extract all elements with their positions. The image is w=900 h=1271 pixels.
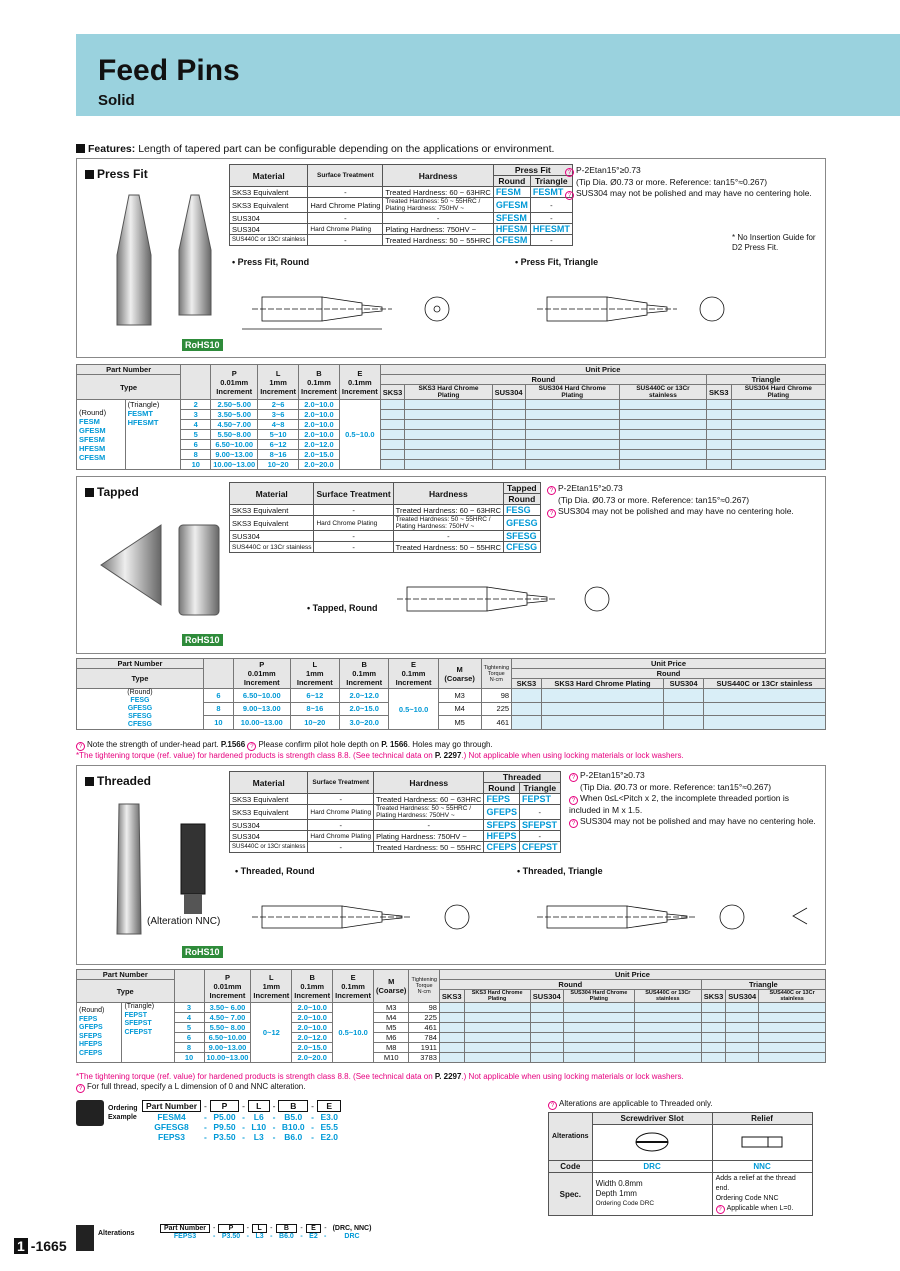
mid-notes: ? Note the strength of under-head part. P.1566 ? Please confirm pilot hole depth on P. 1566. Holes may go through. *The tightening torque (ref. value) for hardened products is strength class 8.8. (See technical data on P. 2297.) Not applicable when using locking materials or lock washers. [76,740,684,760]
tapped-drawing [397,567,637,647]
features-label: Features: [88,143,136,155]
page-title: Feed Pins [98,54,240,87]
draw-label-round: • Press Fit, Round [232,257,310,267]
table-row: 10 10.00~13.00 10~20 2.0~20.0 [77,460,826,470]
page-ref-link[interactable]: P.1566 [220,740,246,749]
table-row: SUS304 Hard Chrome Plating Plating Hardness: 750HV ~ HFEPS - [230,831,561,842]
table-row: SKS3 Equivalent Hard Chrome Plating Treated Hardness: 50 ~ 55HRC / Plating Hardness: 750HV ~ GFESM - [230,198,573,213]
alterations-example-label: Alterations [98,1230,135,1237]
page-subtitle: Solid [98,92,135,109]
table-row: 10 10.00~13.00 10~20 3.0~20.0 M5 461 [77,716,826,730]
draw-label-tapped: • Tapped, Round [307,603,378,613]
table-row: SKS3 Equivalent - Treated Hardness: 60 ~ 63HRC FEPS FEPST [230,794,561,805]
table-row: SKS3 Equivalent - Treated Hardness: 60 ~ 63HRC FESM FESMT [230,187,573,198]
table-row: 10 10.00~13.00 2.0~20.0 M10 3783 [77,1053,826,1063]
page-ref-link[interactable]: P. 2297 [434,1072,462,1081]
press-fit-pin-photo [91,185,231,335]
threaded-price-table: Part Number P 0.01mm Increment L 1mm Increment B 0.1mm Increment E 0.1mm Increment M (Coarse) Tightening Torque N·cm Unit Price Type Round Triangle SKS3 SKS3 Hard Chrome Plating SUS304 SUS304 Hard Chrome Plating SUS440C or 13Cr stainless SKS3 SUS304 SUS440C or 13Cr stainless (Round) FEPS GFEPS SFEPS HFEPS CFEPS (Triangle) FEPST SFEPST CFEPST 3 3.50~ 6.00 0~12 2.0~10.0 0.5~10.0 M3 98 4 4.50~ 7.00 2.0~10.0 M4 225 5 5.50~ 8.00 2.0~10.0 M5 461 6 6.50~10.00 2.0~12.0 M6 784 8 9.00~13.00 2.0~15.0 M8 1911 10 10.00~13.00 2.0~20.0 M10 3783 [76,969,826,1063]
hint-icon: ? [547,486,556,495]
header-banner [76,34,900,116]
press-fit-material-table [229,164,573,246]
table-row: (Round) FESG GFESG SFESG CFESG 6 6.50~10.00 6~12 2.0~12.0 0.5~10.0 M3 98 [77,689,826,703]
press-fit-title-text: Press Fit [97,167,148,181]
press-fit-price-table: Part Number P 0.01mm Increment L 1mm Increment B 0.1mm Increment E 0.1mm Increment Unit Price Type Round Triangle SKS3 SKS3 Hard Chrome Plating SUS304 SUS304 Hard Chrome Plating SUS440C or 13Cr stainless SKS3 SUS304 Hard Chrome Plating (Round) FESM GFESM SFESM HFESM CFESM (Triangle) FESMT HFESMT 2 2.50~5.00 2~6 2.0~10.0 0.5~10.0 3 3.50~5.00 3~6 2.0~10.0 4 4.50~7.00 4~8 2.0~10.0 5 5.50~8.00 5~10 2.0~10.0 6 6.50~10.00 6~12 2.0~12.0 8 9.00~13.00 8~16 2.0~15.0 10 10.00~13.00 10~20 2.0~20.0 [76,364,826,470]
material-header: Material [230,165,308,187]
surface-header: Surface Treatment [308,165,383,187]
relief-icon [712,1125,812,1161]
features-text: Length of tapered part can be configurable depending on the applications or environment. [138,143,555,155]
press-fit-notes: ? P-2Etan15°≥0.73 (Tip Dia. Ø0.73 or more. Reference: tan15°≈0.267) ? SUS304 may not be polished and may have no centering hole. [565,165,812,200]
page-number: 1 -1665 [14,1238,70,1254]
bottom-notes: *The tightening torque (ref. value) for hardened products is strength class 8.8. (See technical data on P. 2297.) Not applicable when using locking materials or lock washers. ? For full thread, specify a L dimension of 0 and NNC alteration. [76,1072,684,1092]
table-row: 8 9.00~13.00 8~16 2.0~15.0 M4 225 [77,702,826,716]
rohs-badge: RoHS10 [182,946,223,958]
press-fit-panel [76,158,826,358]
round-header: Round [493,176,530,187]
screwdriver-slot-icon [592,1125,712,1161]
threaded-drawings [232,878,812,958]
table-row: FESM4 - P5.00 - L6 - B5.0 - E3.0 [157,1111,338,1122]
hint-icon: ? [716,1205,725,1214]
table-row: 4 4.50~7.00 4~8 2.0~10.0 [77,420,826,430]
triangle-header: Triangle [530,176,572,187]
square-bullet-icon [85,170,94,179]
square-bullet-icon [76,144,85,153]
hint-icon: ? [569,796,578,805]
page-ref-link[interactable]: P. 1566 [381,740,408,749]
tapped-notes: ? P-2Etan15°≥0.73 (Tip Dia. Ø0.73 or more. Reference: tan15°≈0.267) ? SUS304 may not be polished and may have no centering hole. [547,483,794,518]
pin-icon [76,1225,94,1251]
table-row: FEPS3 - P3.50 - L3 - B6.0 - E2 - DRC [173,1232,360,1240]
tapped-panel [76,476,826,654]
rohs-badge: RoHS10 [182,634,223,646]
ordering-example-table: Part Number - P - L - B - E FESM4 - P5.00 - L6 - B5.0 - E3.0 GFESG8 - P9.50 - L10 - B10.0 - E5.5 FEPS3 - P3.50 - L3 - B6.0 - E2.0 [142,1100,341,1142]
table-row: FEPS3 - P3.50 - L3 - B6.0 - E2.0 [158,1132,338,1142]
square-bullet-icon [85,777,94,786]
threaded-notes: ? P-2Etan15°≥0.73 (Tip Dia. Ø0.73 or more. Reference: tan15°≈0.267) ? When 0≤L<Pitch x 2, the incomplete threaded portion is included in M x 1.5. ? SUS304 may not be polished and may have no centering hole. [569,770,816,827]
hardness-header: Hardness [383,165,493,187]
square-bullet-icon [85,488,94,497]
table-row: 6 6.50~10.00 2.0~12.0 M6 784 [77,1033,826,1043]
table-row: SUS440C or 13Cr stainless - Treated Hardness: 50 ~ 55HRC CFESG [230,542,541,553]
phone-icon [76,1100,104,1126]
table-row: SUS440C or 13Cr stainless - Treated Hardness: 50 ~ 55HRC CFEPS CFEPST [230,842,561,853]
table-row: SUS304 - - SFESG [230,531,541,542]
table-row: SKS3 Equivalent Hard Chrome Plating Treated Hardness: 50 ~ 55HRC / Plating Hardness: 750HV ~ GFEPS - [230,805,561,820]
press-fit-title [85,167,148,181]
table-row: SUS304 Hard Chrome Plating Plating Hardness: 750HV ~ HFESM HFESMT [230,224,573,235]
table-row: 5 5.50~8.00 5~10 2.0~10.0 [77,430,826,440]
page-ref-link[interactable]: P. 2297 [434,751,462,760]
tapped-material-table: Material Surface Treatment Hardness Tapped Round SKS3 Equivalent - Treated Hardness: 60 ~ 63HRC FESG SKS3 Equivalent Hard Chrome Plating Treated Hardness: 50 ~ 55HRC / Plating Hardness: 750HV ~ GFESG SUS304 - - SFESG SUS440C or 13Cr stainless - Treated Hardness: 50 ~ 55HRC CFESG [229,482,541,553]
type-header: Press Fit [493,165,572,176]
hint-icon: ? [569,773,578,782]
hint-icon: ? [76,742,85,751]
guide-note: * No Insertion Guide for D2 Press Fit. [732,233,816,252]
table-row: GFESG8 - P9.50 - L10 - B10.0 - E5.5 [154,1122,338,1132]
table-row: SUS304 - - SFEPS SFEPST [230,820,561,831]
features-line [76,143,554,155]
draw-label-triangle: • Press Fit, Triangle [515,257,599,267]
hint-icon: ? [76,1084,85,1093]
table-row: 8 9.00~13.00 2.0~15.0 M8 1911 [77,1043,826,1053]
hint-icon: ? [569,819,578,828]
rohs-badge: RoHS10 [182,339,223,351]
tapped-price-table: Part Number P 0.01mm Increment L 1mm Increment B 0.1mm Increment E 0.1mm Increment M (Coarse) Tightening Torque N·cm Unit Price Type Round SKS3 SKS3 Hard Chrome Plating SUS304 SUS440C or 13Cr stainless (Round) FESG GFESG SFESG CFESG 6 6.50~10.00 6~12 2.0~12.0 0.5~10.0 M3 98 8 9.00~13.00 8~16 2.0~15.0 M4 225 10 10.00~13.00 10~20 3.0~20.0 M5 461 [76,658,826,730]
press-fit-drawings [232,269,792,349]
table-row: 4 4.50~ 7.00 2.0~10.0 M4 225 [77,1013,826,1023]
threaded-title: Threaded [85,774,151,788]
table-row: 8 9.00~13.00 8~16 2.0~15.0 [77,450,826,460]
tapped-title: Tapped [85,485,139,499]
threaded-panel [76,765,826,965]
ordering-example-label: Ordering Example [108,1105,138,1121]
alterations-note: ? Alterations are applicable to Threaded only. [548,1098,713,1110]
hint-icon: ? [548,1101,557,1110]
hint-icon: ? [565,191,574,200]
table-row: (Round) FEPS GFEPS SFEPS HFEPS CFEPS (Triangle) FEPST SFEPST CFEPST 3 3.50~ 6.00 0~12 2.0~10.0 0.5~10.0 M3 98 [77,1003,826,1013]
table-row: 6 6.50~10.00 6~12 2.0~12.0 [77,440,826,450]
tapped-pin-photo [91,505,231,625]
alterations-example-table: Part Number - P - L - B - E - (DRC, NNC) FEPS3 - P3.50 - L3 - B6.0 - E2 - DRC [160,1224,374,1240]
table-row: 3 3.50~5.00 3~6 2.0~10.0 [77,410,826,420]
table-row: (Round) FESM GFESM SFESM HFESM CFESM (Triangle) FESMT HFESMT 2 2.50~5.00 2~6 2.0~10.0 0.5~10.0 [77,400,826,410]
alterations-table: Alterations Screwdriver Slot Relief Code DRC NNC Spec. Width 0.8mm Depth 1mm Ordering Code DRC Adds a relief at the thread end. Ordering Code NNC ? Applicable when L=0. [548,1112,813,1216]
table-row: SKS3 Equivalent Hard Chrome Plating Treated Hardness: 50 ~ 55HRC / Plating Hardness: 750HV ~ GFESG [230,516,541,531]
table-row: 5 5.50~ 8.00 2.0~10.0 M5 461 [77,1023,826,1033]
draw-label-round: • Threaded, Round [235,866,315,876]
hint-icon: ? [565,168,574,177]
table-row: SUS304 - - SFESM - [230,213,573,224]
alteration-nnc-label: (Alteration NNC) [147,916,221,927]
hint-icon: ? [547,509,556,518]
threaded-material-table: Material Surface Treatment Hardness Threaded Round Triangle SKS3 Equivalent - Treated Hardness: 60 ~ 63HRC FEPS FEPST SKS3 Equivalent Hard Chrome Plating Treated Hardness: 50 ~ 55HRC / Plating Hardness: 750HV ~ GFEPS - SUS304 - - SFEPS SFEPST SUS304 Hard Chrome Plating Plating Hardness: 750HV ~ HFEPS - SUS440C or 13Cr stainless - Treated Hardness: 50 ~ 55HRC CFEPS CFEPST [229,771,561,853]
table-row: SKS3 Equivalent - Treated Hardness: 60 ~ 63HRC FESG [230,505,541,516]
hint-icon: ? [247,742,256,751]
table-row: SUS440C or 13Cr stainless - Treated Hardness: 50 ~ 55HRC CFESM - [230,235,573,246]
draw-label-triangle: • Threaded, Triangle [517,866,603,876]
